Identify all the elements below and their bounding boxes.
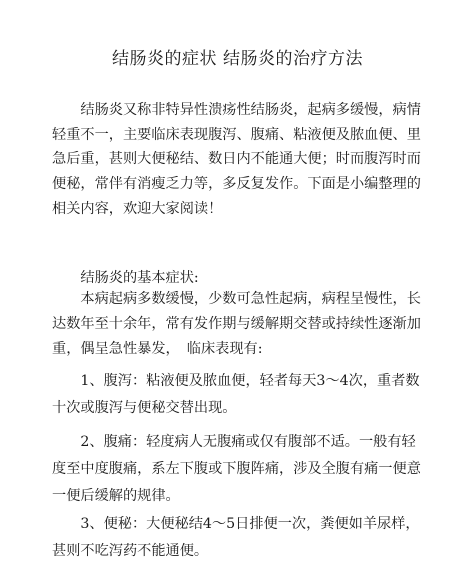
intro-line: 结肠炎又称非特异性溃疡性结肠炎，起病多缓慢，病情 xyxy=(52,102,421,118)
symptom-line: 1、腹泻：粘液便及脓血便，轻者每天3～4次，重者数 xyxy=(52,373,420,389)
symptom-line: 2、腹痛：轻度病人无腹痛或仅有腹部不适。一般有轻 xyxy=(52,434,416,450)
symptoms-heading: 结肠炎的基本症状: xyxy=(52,270,199,286)
symptoms-intro-line: 重，偶呈急性暴发， 临床表现有: xyxy=(52,341,263,357)
symptom-line: 3、便秘：大便秘结4～5日排便一次，粪便如羊尿样， xyxy=(52,516,420,532)
article-title: 结肠炎的症状 结肠炎的治疗方法 xyxy=(112,49,363,69)
symptoms-intro-line: 达数年至十余年，常有发作期与缓解期交替或持续性逐渐加 xyxy=(52,316,421,332)
intro-line: 相关内容，欢迎大家阅读！ xyxy=(52,200,223,217)
symptoms-intro-paragraph xyxy=(52,287,452,362)
symptom-line: 十次或腹泻与便秘交替出现。 xyxy=(52,400,237,416)
symptom-line: 度至中度腹痛，系左下腹或下腹阵痛，涉及全腹有痛一便意 xyxy=(52,461,421,477)
intro-line: 轻重不一，主要临床表现腹泻、腹痛、粘液便及脓血便、里 xyxy=(52,126,421,143)
intro-paragraph xyxy=(52,98,452,221)
symptom-item-constipation xyxy=(52,511,452,565)
symptom-item-diarrhea xyxy=(52,368,452,422)
intro-line: 便秘，常伴有消瘦乏力等，多反复发作。下面是小编整理的 xyxy=(52,176,421,193)
symptom-line: 一便后缓解的规律。 xyxy=(52,488,180,504)
symptoms-intro-line: 本病起病多数缓慢，少数可急性起病，病程呈慢性，长 xyxy=(52,291,421,307)
intro-line: 急后重，甚则大便秘结、数日内不能通大便；时而腹泻时而 xyxy=(52,151,421,168)
symptom-line: 甚则不吃泻药不能通便。 xyxy=(52,543,209,559)
symptom-item-abdominal-pain xyxy=(52,429,452,510)
